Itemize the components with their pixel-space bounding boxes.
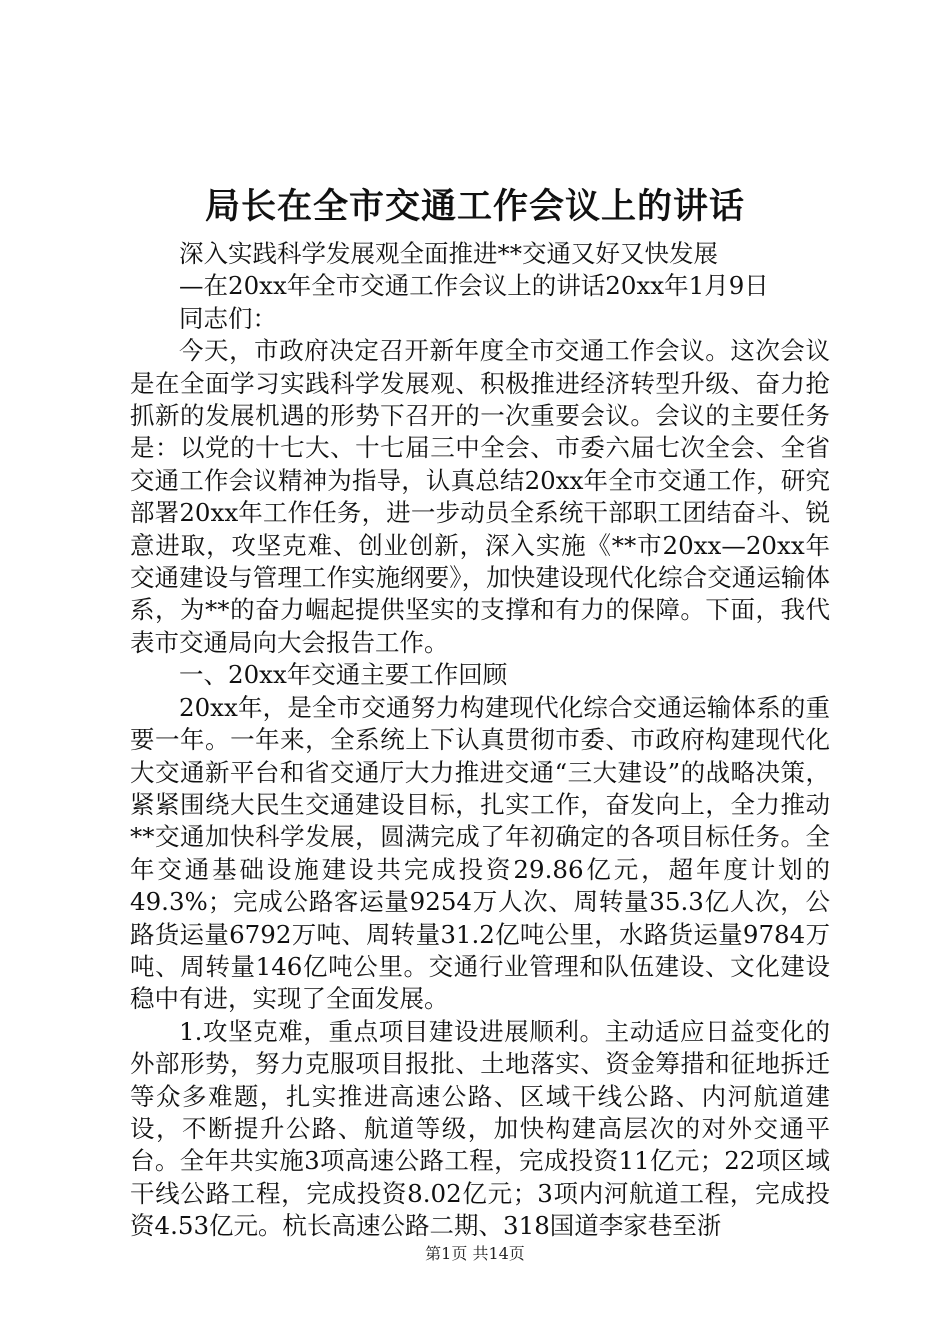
paragraph-review: 20xx年，是全市交通努力构建现代化综合交通运输体系的重要一年。一年来，全系统上下认真贯彻市委、市政府构建现代化大交通新平台和省交通厅大力推进交通“三大建设”的战略决策，紧紧围绕大民生交通建设目标，扎实工作，奋发向上，全力推动**交通加快科学发展，圆满完成了年初确定的各项目标任务。全年交通基础设施建设共完成投资29.86亿元，超年度计划的49.3%；完成公路客运量9254万人次、周转量35.3亿人次，公路货运量6792万吨、周转量31.2亿吨公里，水路货运量9784万吨、周转量146亿吨公里。交通行业管理和队伍建设、文化建设稳中有进，实现了全面发展。	[130, 692, 830, 1014]
document-byline: —在20xx年全市交通工作会议上的讲话20xx年1月9日	[179, 271, 769, 301]
section-heading: 一、20xx年交通主要工作回顾	[179, 660, 508, 690]
paragraph-opening: 今天，市政府决定召开新年度全市交通工作会议。这次会议是在全面学习实践科学发展观、积极推进经济转型升级、奋力抢抓新的发展机遇的形势下召开的一次重要会议。会议的主要任务是：以党的十七大、十七届三中全会、市委六届七次全会、全省交通工作会议精神为指导，认真总结20xx年全市交通工作，研究部署20xx年工作任务，进一步动员全系统干部职工团结奋斗、锐意进取，攻坚克难、创业创新，深入实施《**市20xx—20xx年交通建设与管理工作实施纲要》，加快建设现代化综合交通运输体系，为**的奋力崛起提供坚实的支撑和有力的保障。下面，我代表市交通局向大会报告工作。	[130, 336, 830, 657]
page-footer: 第1页 共14页	[425, 1244, 525, 1263]
document-subtitle: 深入实践科学发展观全面推进**交通又好又快发展	[179, 239, 718, 268]
document-body	[130, 238, 830, 1243]
document-title: 局长在全市交通工作会议上的讲话	[204, 186, 745, 227]
salutation: 同志们：	[179, 303, 277, 333]
paragraph-projects: 1.攻坚克难，重点项目建设进展顺利。主动适应日益变化的外部形势，努力克服项目报批、土地落实、资金筹措和征地拆迁等众多难题，扎实推进高速公路、区域干线公路、内河航道建设，不断提升公路、航道等级，加快构建高层次的对外交通平台。全年共实施3项高速公路工程，完成投资11亿元；22项区域干线公路工程，完成投资8.02亿元；3项内河航道工程，完成投资4.53亿元。杭长高速公路二期、318国道李家巷至浙	[130, 1016, 830, 1241]
